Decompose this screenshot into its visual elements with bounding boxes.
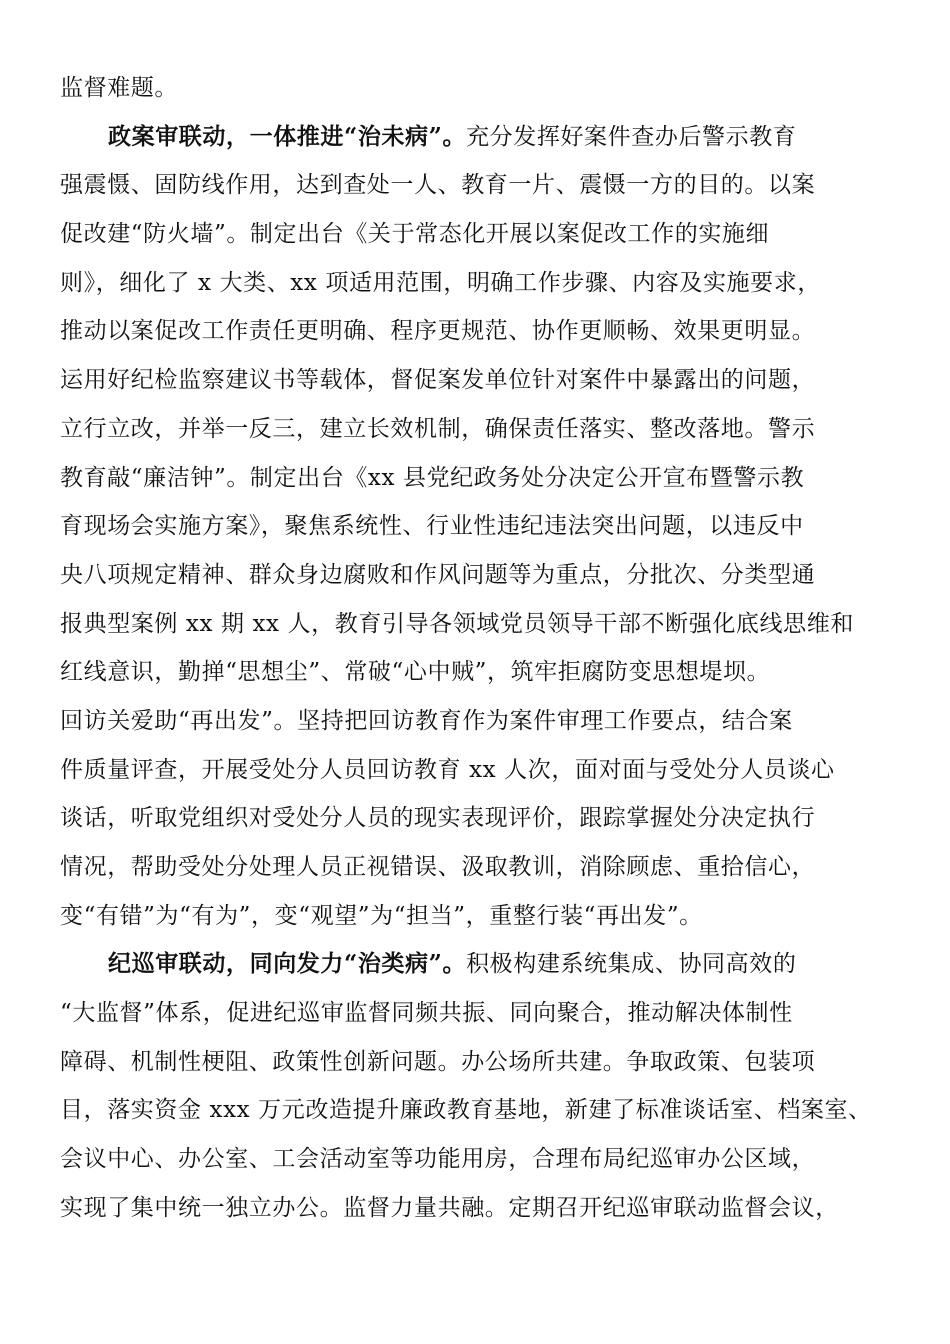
paragraph-heading-line: 政案审联动，一体推进“治未病”。充分发挥好案件查办后警示教育 xyxy=(108,122,797,150)
text-line: 监督难题。 xyxy=(60,75,178,101)
text-line: 央八项规定精神、群众身边腐败和作风问题等为重点，分批次、分类型通 xyxy=(60,561,816,588)
text-line: 障碍、机制性梗阻、政策性创新问题。办公场所共建。争取政策、包装项 xyxy=(60,1048,816,1075)
text-line: 会议中心、办公室、工会活动室等功能用房，合理布局纪巡审办公区域， xyxy=(60,1146,816,1173)
paragraph-heading: 政案审联动，一体推进“治未病”。 xyxy=(108,122,467,150)
paragraph-heading: 纪巡审联动，同向发力“治类病”。 xyxy=(108,950,467,978)
text-line: 则》，细化了 x 大类、xx 项适用范围，明确工作步骤、内容及实施要求， xyxy=(60,269,821,296)
text-line: 报典型案例 xx 期 xx 人，教育引导各领域党员领导干部不断强化底线思维和 xyxy=(60,610,854,637)
text-line: 促改建“防火墙”。制定出台《关于常态化开展以案促改工作的实施细 xyxy=(60,221,770,248)
text-line: “大监督”体系，促进纪巡审监督同频共振、同向聚合，推动解决体制性 xyxy=(60,1000,793,1027)
text-line: 件质量评查，开展受处分人员回访教育 xx 人次，面对面与受处分人员谈心 xyxy=(60,756,835,783)
text-line: 育现场会实施方案》，聚焦系统性、行业性违纪违法突出问题，以违反中 xyxy=(60,513,804,540)
text-line: 回访关爱助“再出发”。坚持把回访教育作为案件审理工作要点，结合案 xyxy=(60,707,793,734)
text-line: 运用好纪检监察建议书等载体，督促案发单位针对案件中暴露出的问题， xyxy=(60,367,816,394)
text-line: 立行立改，并举一反三，建立长效机制，确保责任落实、整改落地。警示 xyxy=(60,415,816,442)
text-line: 变“有错”为“有为”，变“观望”为“担当”，重整行装“再出发”。 xyxy=(60,902,703,929)
text-line: 红线意识，勤掸“思想尘”、常破“心中贼”，筑牢拒腐防变思想堤坝。 xyxy=(60,659,771,686)
text-line: 情况，帮助受处分处理人员正视错误、汲取教训，消除顾虑、重拾信心， xyxy=(60,854,816,880)
text-line: 目，落实资金 xxx 万元改造提升廉政教育基地，新建了标准谈话室、档案室、 xyxy=(60,1097,872,1124)
paragraph-heading-line: 纪巡审联动，同向发力“治类病”。积极构建系统集成、协同高效的 xyxy=(108,950,797,978)
text-line: 强震慑、固防线作用，达到查处一人、教育一片、震慑一方的目的。以案 xyxy=(60,172,816,199)
document-page xyxy=(60,64,890,1233)
text-line: 教育敲“廉洁钟”。制定出台《xx 县党纪政务处分决定公开宣布暨警示教 xyxy=(60,464,805,491)
text-line: 实现了集中统一独立办公。监督力量共融。定期召开纪巡审联动监督会议， xyxy=(60,1194,839,1221)
text-line: 谈话，听取党组织对受处分人员的现实表现评价，跟踪掌握处分决定执行 xyxy=(60,805,816,832)
text-line: 推动以案促改工作责任更明确、程序更规范、协作更顺畅、效果更明显。 xyxy=(60,318,816,345)
